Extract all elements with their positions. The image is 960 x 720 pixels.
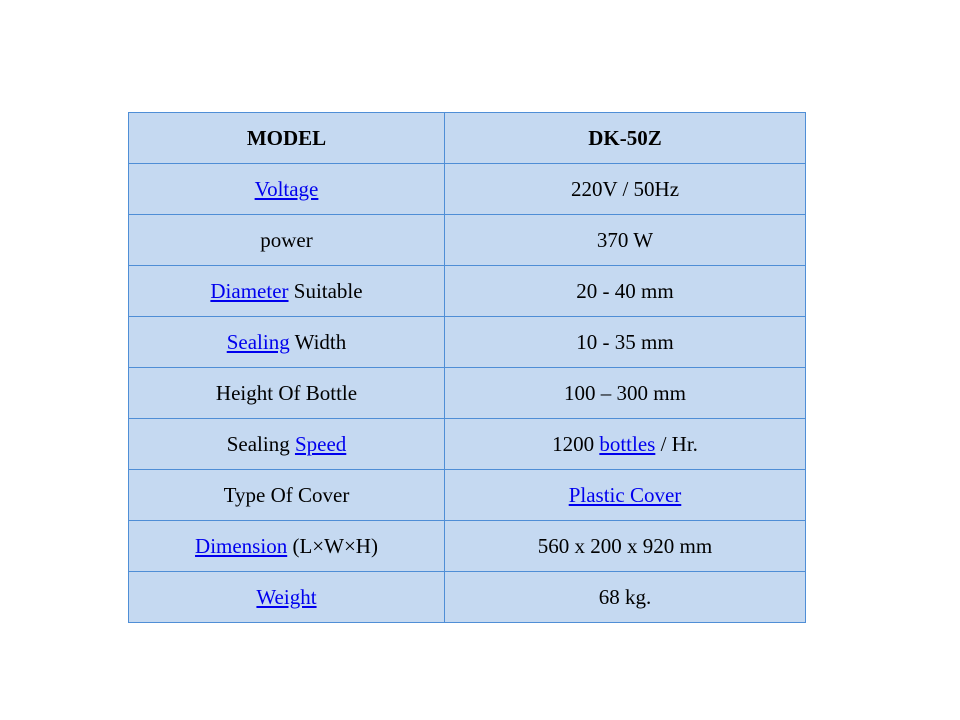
spec-label bbox=[129, 266, 445, 317]
voltage-link[interactable]: Voltage bbox=[254, 176, 319, 201]
table-row bbox=[129, 317, 806, 368]
spec-value: 100 – 300 mm bbox=[445, 368, 806, 419]
spec-label bbox=[129, 164, 445, 215]
label-suffix: Width bbox=[289, 329, 347, 354]
table-row bbox=[129, 266, 806, 317]
spec-value bbox=[445, 419, 806, 470]
table-row bbox=[129, 368, 806, 419]
value-suffix: / Hr. bbox=[655, 431, 698, 456]
spec-label bbox=[129, 419, 445, 470]
spec-label: power bbox=[129, 215, 445, 266]
table-row bbox=[129, 470, 806, 521]
spec-label: Height Of Bottle bbox=[129, 368, 445, 419]
spec-label bbox=[129, 521, 445, 572]
label-suffix: Suitable bbox=[288, 278, 363, 303]
plastic-cover-link[interactable]: Plastic Cover bbox=[568, 482, 682, 507]
spec-label: Type Of Cover bbox=[129, 470, 445, 521]
diameter-link[interactable]: Diameter bbox=[210, 278, 289, 303]
model-label: MODEL bbox=[129, 113, 445, 164]
table-row bbox=[129, 521, 806, 572]
spec-value: 370 W bbox=[445, 215, 806, 266]
label-prefix: Sealing bbox=[226, 431, 295, 456]
spec-value: 560 x 200 x 920 mm bbox=[445, 521, 806, 572]
spec-value: 10 - 35 mm bbox=[445, 317, 806, 368]
bottles-link[interactable]: bottles bbox=[599, 431, 656, 456]
weight-link[interactable]: Weight bbox=[256, 584, 317, 609]
spec-table bbox=[128, 112, 806, 623]
table-row bbox=[129, 215, 806, 266]
spec-value: 20 - 40 mm bbox=[445, 266, 806, 317]
table-header-row bbox=[129, 113, 806, 164]
value-prefix: 1200 bbox=[552, 431, 600, 456]
table-row bbox=[129, 164, 806, 215]
model-value: DK-50Z bbox=[445, 113, 806, 164]
sealing-link[interactable]: Sealing bbox=[226, 329, 290, 354]
spec-label bbox=[129, 317, 445, 368]
spec-label bbox=[129, 572, 445, 623]
spec-value bbox=[445, 470, 806, 521]
speed-link[interactable]: Speed bbox=[294, 431, 347, 456]
dimension-link[interactable]: Dimension bbox=[195, 533, 288, 558]
spec-value: 220V / 50Hz bbox=[445, 164, 806, 215]
table-row bbox=[129, 419, 806, 470]
table-row bbox=[129, 572, 806, 623]
label-suffix: (L×W×H) bbox=[287, 533, 378, 558]
spec-value: 68 kg. bbox=[445, 572, 806, 623]
